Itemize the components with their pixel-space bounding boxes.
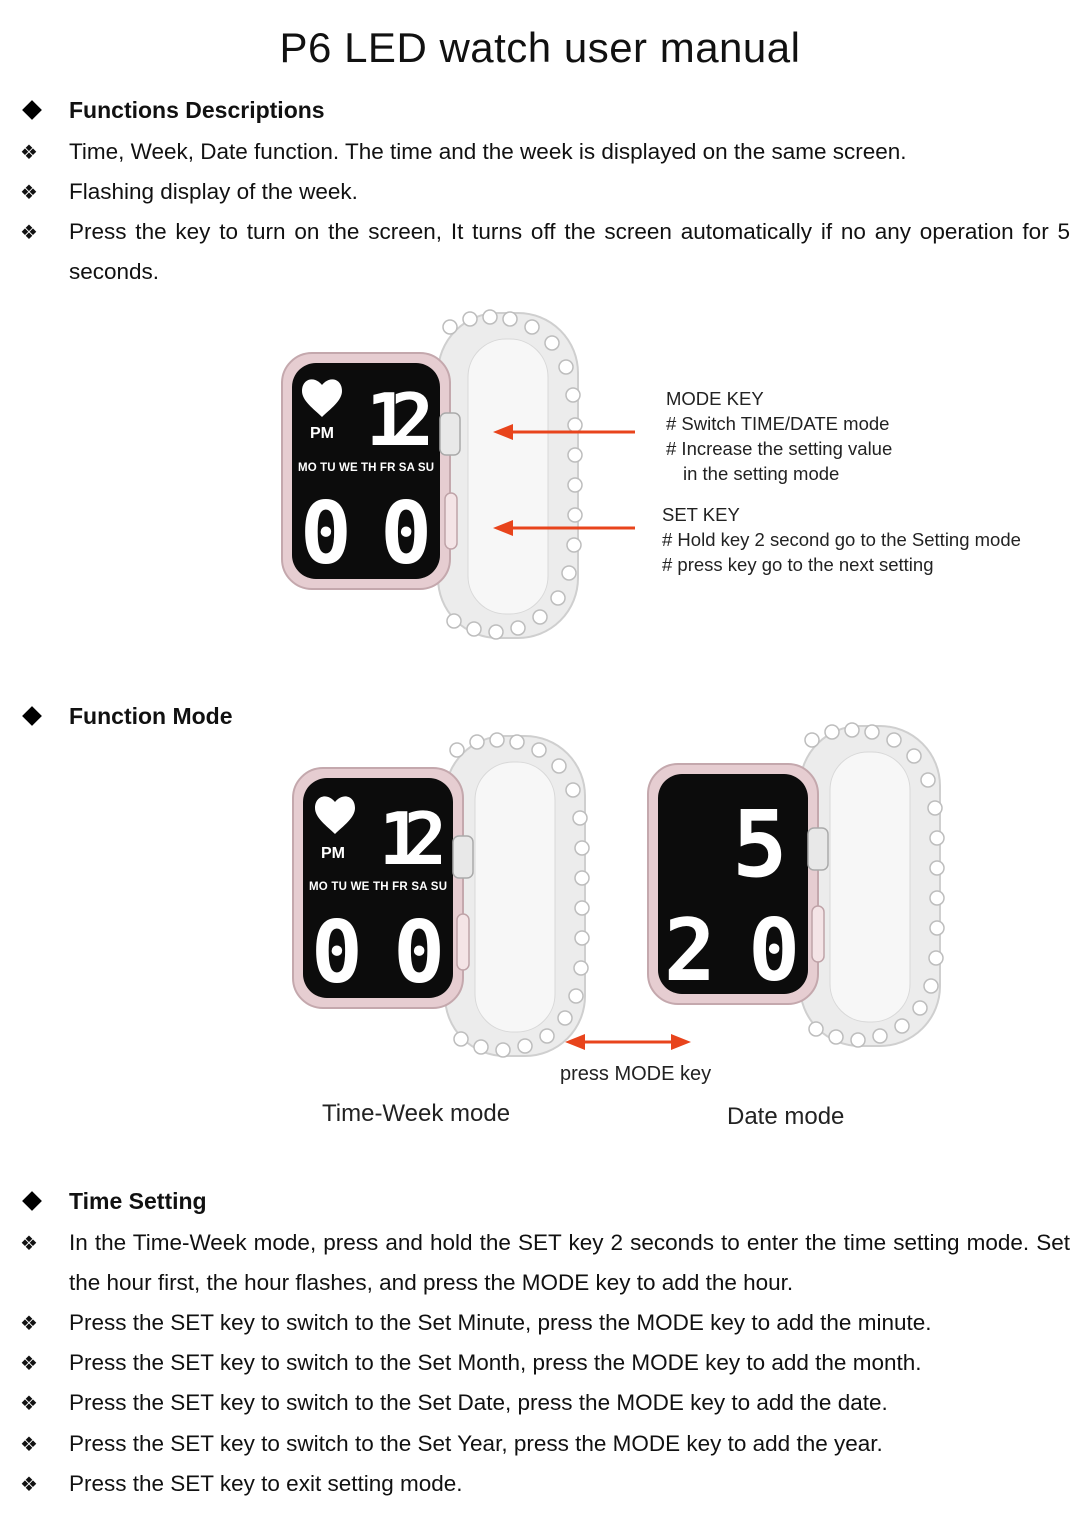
list-item: ❖ Press the SET key to switch to the Set Month, press the MODE key to add the month. (20, 1343, 1070, 1383)
mode-key-icon (808, 828, 828, 870)
four-diamond-icon: ❖ (20, 1231, 38, 1255)
four-diamond-icon: ❖ (20, 220, 38, 244)
section-heading-functions (20, 95, 325, 125)
list-item: ❖ Press the SET key to exit setting mode. (20, 1464, 1070, 1504)
press-mode-key-label: press MODE key (560, 1063, 712, 1085)
month-digit: 5 (732, 791, 788, 898)
watch-date (640, 708, 950, 1058)
mode-key-icon (453, 836, 473, 878)
key-arrows (485, 418, 645, 538)
arrow-right-icon (671, 1034, 691, 1050)
mode-switch-arrow (563, 1030, 693, 1054)
list-item: ❖ Press the SET key to switch to the Set Minute, press the MODE key to add the minute. (20, 1303, 1070, 1343)
four-diamond-icon: ❖ (20, 140, 38, 164)
hour-digits: 12 (366, 378, 434, 462)
set-key-icon (812, 906, 824, 962)
weekday-row: MO TU WE TH FR SA SU (298, 462, 434, 474)
diamond-icon (22, 706, 42, 726)
list-item: ❖ Press the key to turn on the screen, It turns off the screen automatically if no any operation for 5 seconds. (20, 212, 1070, 292)
ampm-label: PM (321, 845, 345, 862)
list-item: ❖ Time, Week, Date function. The time and the week is displayed on the same screen. (20, 132, 1070, 172)
set-key-icon (457, 914, 469, 970)
arrow-head-icon (493, 520, 513, 536)
watch-time-week (285, 718, 595, 1068)
minute-digits: 00 (300, 484, 432, 584)
set-key-icon (445, 493, 457, 549)
four-diamond-icon: ❖ (20, 1432, 38, 1456)
minute-digits: 00 (311, 903, 445, 1003)
list-item: ❖ Press the SET key to switch to the Set Year, press the MODE key to add the year. (20, 1424, 1070, 1464)
four-diamond-icon: ❖ (20, 1391, 38, 1415)
page-title: P6 LED watch user manual (279, 24, 801, 71)
section-heading-label: Function Mode (69, 702, 233, 729)
section-heading-label: Functions Descriptions (69, 96, 325, 123)
time-week-caption: Time-Week mode (322, 1100, 511, 1127)
list-item: ❖ Press the SET key to switch to the Set Date, press the MODE key to add the date. (20, 1383, 1070, 1423)
weekday-row: MO TU WE TH FR SA SU (309, 881, 447, 893)
arrow-left-icon (565, 1034, 585, 1050)
hour-digits: 12 (379, 797, 447, 881)
set-key-annotation: SET KEY # Hold key 2 second go to the Setting mode # press key go to the next setting (662, 504, 1021, 575)
diamond-icon (22, 100, 42, 120)
mode-key-annotation: MODE KEY # Switch TIME/DATE mode # Increase the setting value in the setting mode (666, 388, 893, 484)
four-diamond-icon: ❖ (20, 1351, 38, 1375)
four-diamond-icon: ❖ (20, 1472, 38, 1496)
day-digits: 20 (664, 901, 800, 1001)
section-heading-label: Time Setting (69, 1187, 207, 1214)
section-heading-time-setting (20, 1186, 207, 1216)
diamond-icon (22, 1191, 42, 1211)
date-mode-caption: Date mode (727, 1103, 845, 1130)
section-heading-function-mode (20, 701, 233, 731)
list-item: ❖ In the Time-Week mode, press and hold the SET key 2 seconds to enter the time setting mode. Set the hour first, the hour flashes, and press the MODE key to add the hour. (20, 1223, 1070, 1303)
four-diamond-icon: ❖ (20, 180, 38, 204)
arrow-head-icon (493, 424, 513, 440)
list-item: ❖ Flashing display of the week. (20, 172, 1070, 212)
ampm-label: PM (310, 425, 334, 442)
four-diamond-icon: ❖ (20, 1311, 38, 1335)
mode-key-icon (440, 413, 460, 455)
